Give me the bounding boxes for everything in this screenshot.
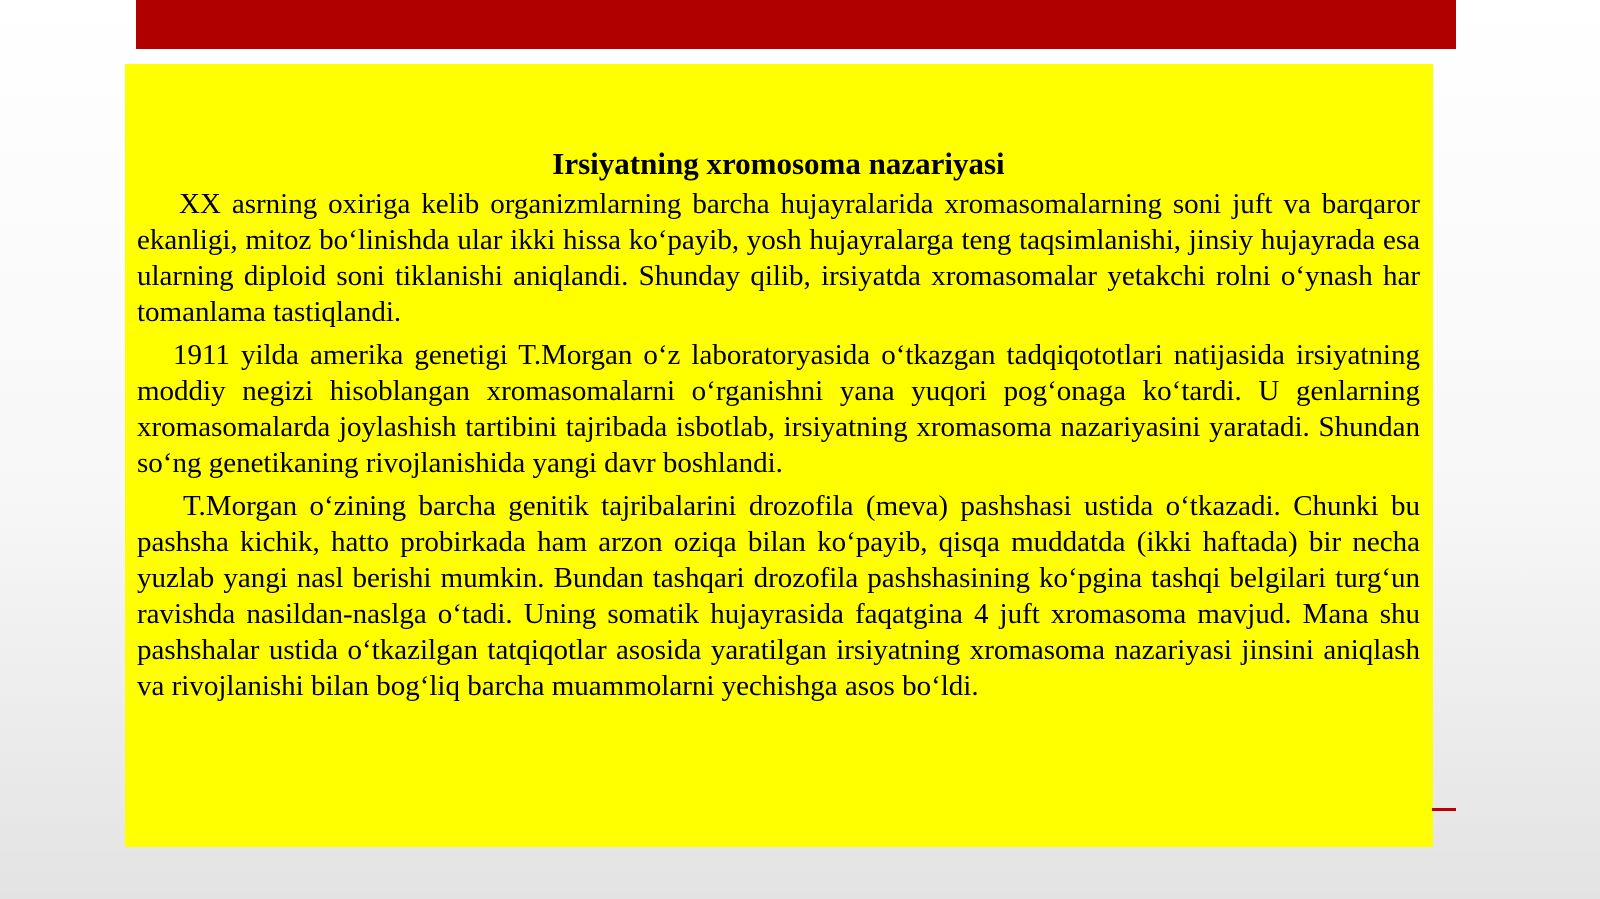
paragraph-1: XX asrning oxiriga kelib organizmlarning barcha hujayralarida xromasomalarning soni juft va barqaror ekanligi, mitoz bo‘linishda ular ikki hissa ko‘payib, yosh hujayralarga teng taqsimlanishi, jinsiy hujayrada esa ularning diploid soni tiklanishi aniqlandi. Shunday qilib, irsiyatda xromasomalar yetakchi rolni o‘ynash har tomanlama tastiqlandi.: [137, 188, 1420, 328]
slide-title: Irsiyatning xromosoma nazariyasi: [552, 146, 1005, 181]
paragraph-3: T.Morgan o‘zining barcha genitik tajribalarini drozofila (meva) pashshasi ustida o‘tkazadi. Chunki bu pashsha kichik, hatto probirkada ham arzon oziqa bilan ko‘payib, qisqa muddatda (ikki haftada) bir necha yuzlab yangi nasl berishi mumkin. Bundan tashqari drozofila pashshasining ko‘pgina tashqi belgilari turg‘un ravishda nasildan-naslga o‘tadi. Uning somatik hujayrasida faqatgina 4 juft xromasoma mavjud. Mana shu pashshalar ustida o‘tkazilgan tatqiqotlar asosida yaratilgan irsiyatning xromasoma nazariyasi jinsini aniqlash va rivojlanishi bilan bog‘liq barcha muammolarni yechishga asos bo‘ldi.: [137, 490, 1420, 702]
slide-content-box: [125, 64, 1433, 847]
paragraph-2: 1911 yilda amerika genetigi T.Morgan o‘z laboratoryasida o‘tkazgan tadqiqototlari natijasida irsiyatning moddiy negizi hisoblangan xromasomalarni o‘rganishni yana yuqori pog‘onaga ko‘tardi. U genlarning xromasomalarda joylashish tartibini tajribada isbotlab, irsiyatning xromasoma nazariyasini yaratadi. Shundan so‘ng genetikaning rivojlanishida yangi davr boshlandi.: [137, 339, 1420, 479]
top-header-bar: [136, 0, 1456, 49]
decorative-accent-line: [1432, 808, 1456, 811]
